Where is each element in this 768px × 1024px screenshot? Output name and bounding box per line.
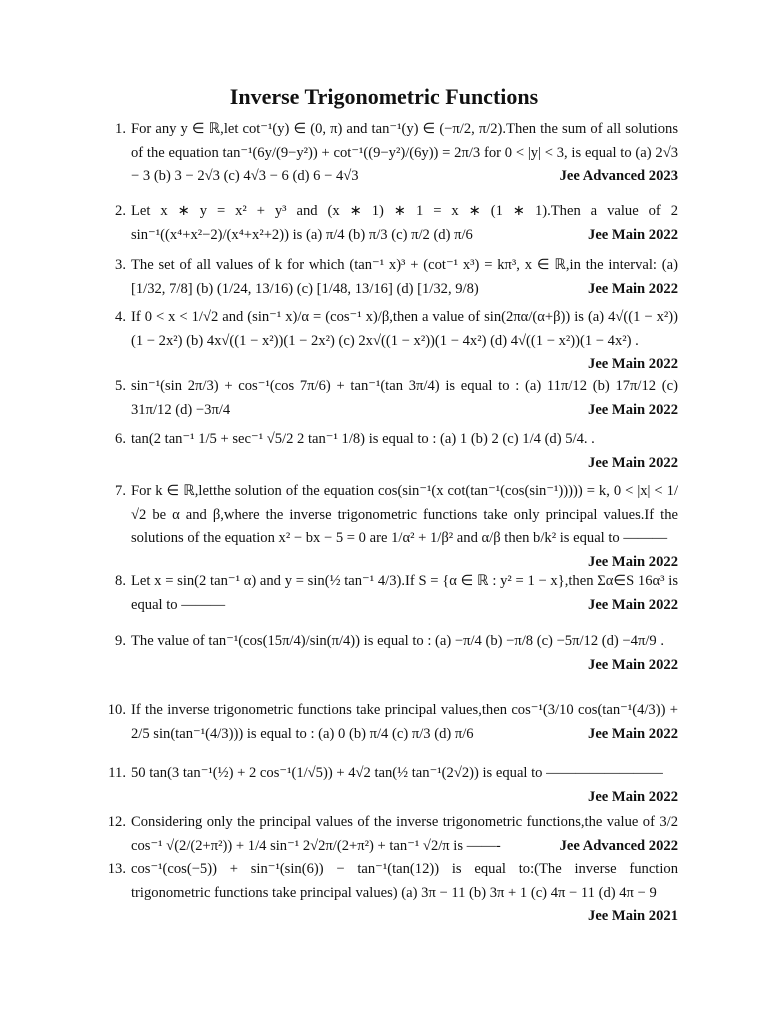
problem-body	[131, 118, 678, 189]
problem-text: For any y ∈ ℝ,let cot⁻¹(y) ∈ (0, π) and tan⁻¹(y) ∈ (−π/2, π/2).Then the sum of all solutions of the equation tan⁻¹(6y/(9−y²)) + cot⁻¹((9−y²)/(6y)) = 2π/3 for 0 < |y| < 3, is equal to (a) 2√3 − 3 (b) 3 − 2√3 (c) 4√3 − 6 (d) 6 − 4√3	[131, 121, 678, 184]
problem-text: sin⁻¹(sin 2π/3) + cos⁻¹(cos 7π/6) + tan⁻¹(tan 3π/4) is equal to : (a) 11π/12 (b) 17π/12 (c) 31π/12 (d) −3π/4	[131, 378, 678, 418]
problem-number: 8.	[115, 573, 126, 589]
problem-body	[131, 200, 678, 247]
problem-text: tan(2 tan⁻¹ 1/5 + sec⁻¹ √5/2 2 tan⁻¹ 1/8) is equal to : (a) 1 (b) 2 (c) 1/4 (d) 5/4. .	[131, 431, 595, 447]
problem-number: 13.	[107, 861, 126, 877]
page-title: Inverse Trigonometric Functions	[229, 84, 539, 109]
problem-number: 4.	[115, 309, 126, 325]
exam-source: Jee Advanced 2023	[559, 168, 678, 184]
exam-source: Jee Main 2022	[588, 656, 678, 673]
problem-body	[131, 570, 678, 617]
problem-number: 3.	[115, 257, 126, 273]
problem-text: The set of all values of k for which (tan⁻¹ x)³ + (cot⁻¹ x³) = kπ³, x ∈ ℝ,in the interval: (a) [1/32, 7/8] (b) (1/24, 13/16) (c) [1/48, 13/16] (d) [1/32, 9/8)	[131, 257, 678, 297]
problem-number: 1.	[115, 121, 126, 137]
exam-source: Jee Advanced 2022	[559, 837, 678, 854]
problem-text: The value of tan⁻¹(cos(15π/4)/sin(π/4)) is equal to : (a) −π/4 (b) −π/8 (c) −5π/12 (d) −4π/9 .	[131, 633, 664, 649]
problem-text: Considering only the principal values of the inverse trigonometric functions,the value of 3/2 cos⁻¹ √(2/(2+π²)) + 1/4 sin⁻¹ 2√2π/(2+π²) + tan⁻¹ √2/π is ——-	[131, 814, 678, 854]
exam-source: Jee Main 2022	[588, 280, 678, 297]
problem-body	[131, 630, 678, 677]
exam-source: Jee Main 2022	[588, 356, 678, 372]
problem-text: Let x ∗ y = x² + y³ and (x ∗ 1) ∗ 1 = x ∗ (1 ∗ 1).Then a value of 2 sin⁻¹((x⁴+x²−2)/(x⁴+x²+2)) is (a) π/4 (b) π/3 (c) π/2 (d) π/6	[131, 203, 678, 243]
exam-source: Jee Main 2021	[588, 908, 678, 924]
problem-body	[131, 762, 678, 809]
problem-body	[131, 811, 678, 858]
problem-text: Let x = sin(2 tan⁻¹ α) and y = sin(½ tan⁻¹ 4/3).If S = {α ∈ ℝ : y² = 1 − x},then Σα∈S 16α³ is equal to ———	[131, 573, 678, 613]
exam-source: Jee Main 2022	[588, 226, 678, 243]
problem-body	[131, 375, 678, 422]
problem-body	[131, 699, 678, 746]
exam-source: Jee Main 2022	[588, 725, 678, 742]
problem-number: 12.	[107, 814, 126, 830]
problem-text: cos⁻¹(cos(−5)) + sin⁻¹(sin(6)) − tan⁻¹(tan(12)) is equal to:(The inverse function trigonometric functions take principal values) (a) 3π − 11 (b) 3π + 1 (c) 4π − 11 (d) 4π − 9	[131, 861, 678, 901]
exam-source: Jee Main 2022	[588, 454, 678, 471]
problem-number: 2.	[115, 203, 126, 219]
problem-number: 11.	[108, 765, 126, 781]
problem-body	[131, 306, 678, 377]
exam-source: Jee Main 2022	[588, 788, 678, 805]
problem-body	[131, 858, 678, 929]
exam-source: Jee Main 2022	[588, 596, 678, 613]
problem-body	[131, 480, 678, 574]
problem-text: If the inverse trigonometric functions take principal values,then cos⁻¹(3/10 cos(tan⁻¹(4/3)) + 2/5 sin(tan⁻¹(4/3))) is equal to : (a) 0 (b) π/4 (c) π/3 (d) π/6	[131, 702, 678, 742]
problem-body	[131, 254, 678, 301]
exam-source: Jee Main 2022	[588, 401, 678, 418]
problem-text: For k ∈ ℝ,letthe solution of the equation cos(sin⁻¹(x cot(tan⁻¹(cos(sin⁻¹))))) = k, 0 < |x| < 1/√2 be α and β,where the inverse trigonometric functions take only principal values.If the solutions of the equation x² − bx − 5 = 0 are 1/α² + 1/β² and α/β then b/k² is equal to ———	[131, 483, 678, 546]
exam-source: Jee Main 2022	[588, 553, 678, 570]
problem-number: 5.	[115, 378, 126, 394]
problem-text: 50 tan(3 tan⁻¹(½) + 2 cos⁻¹(1/√5)) + 4√2 tan(½ tan⁻¹(2√2)) is equal to ————————	[131, 765, 663, 781]
problem-number: 9.	[115, 633, 126, 649]
problem-number: 6.	[115, 431, 126, 447]
problem-number: 10.	[107, 702, 126, 718]
problem-text: If 0 < x < 1/√2 and (sin⁻¹ x)/α = (cos⁻¹ x)/β,then a value of sin(2πα/(α+β)) is (a) 4√((1 − x²))(1 − 2x²) (b) 4x√((1 − x²))(1 − 2x²) (c) 2x√((1 − x²))(1 − 4x²) (d) 4√((1 − x²))(1 − 4x²) .	[131, 309, 678, 349]
problem-body	[131, 428, 678, 475]
problem-number: 7.	[115, 483, 126, 499]
